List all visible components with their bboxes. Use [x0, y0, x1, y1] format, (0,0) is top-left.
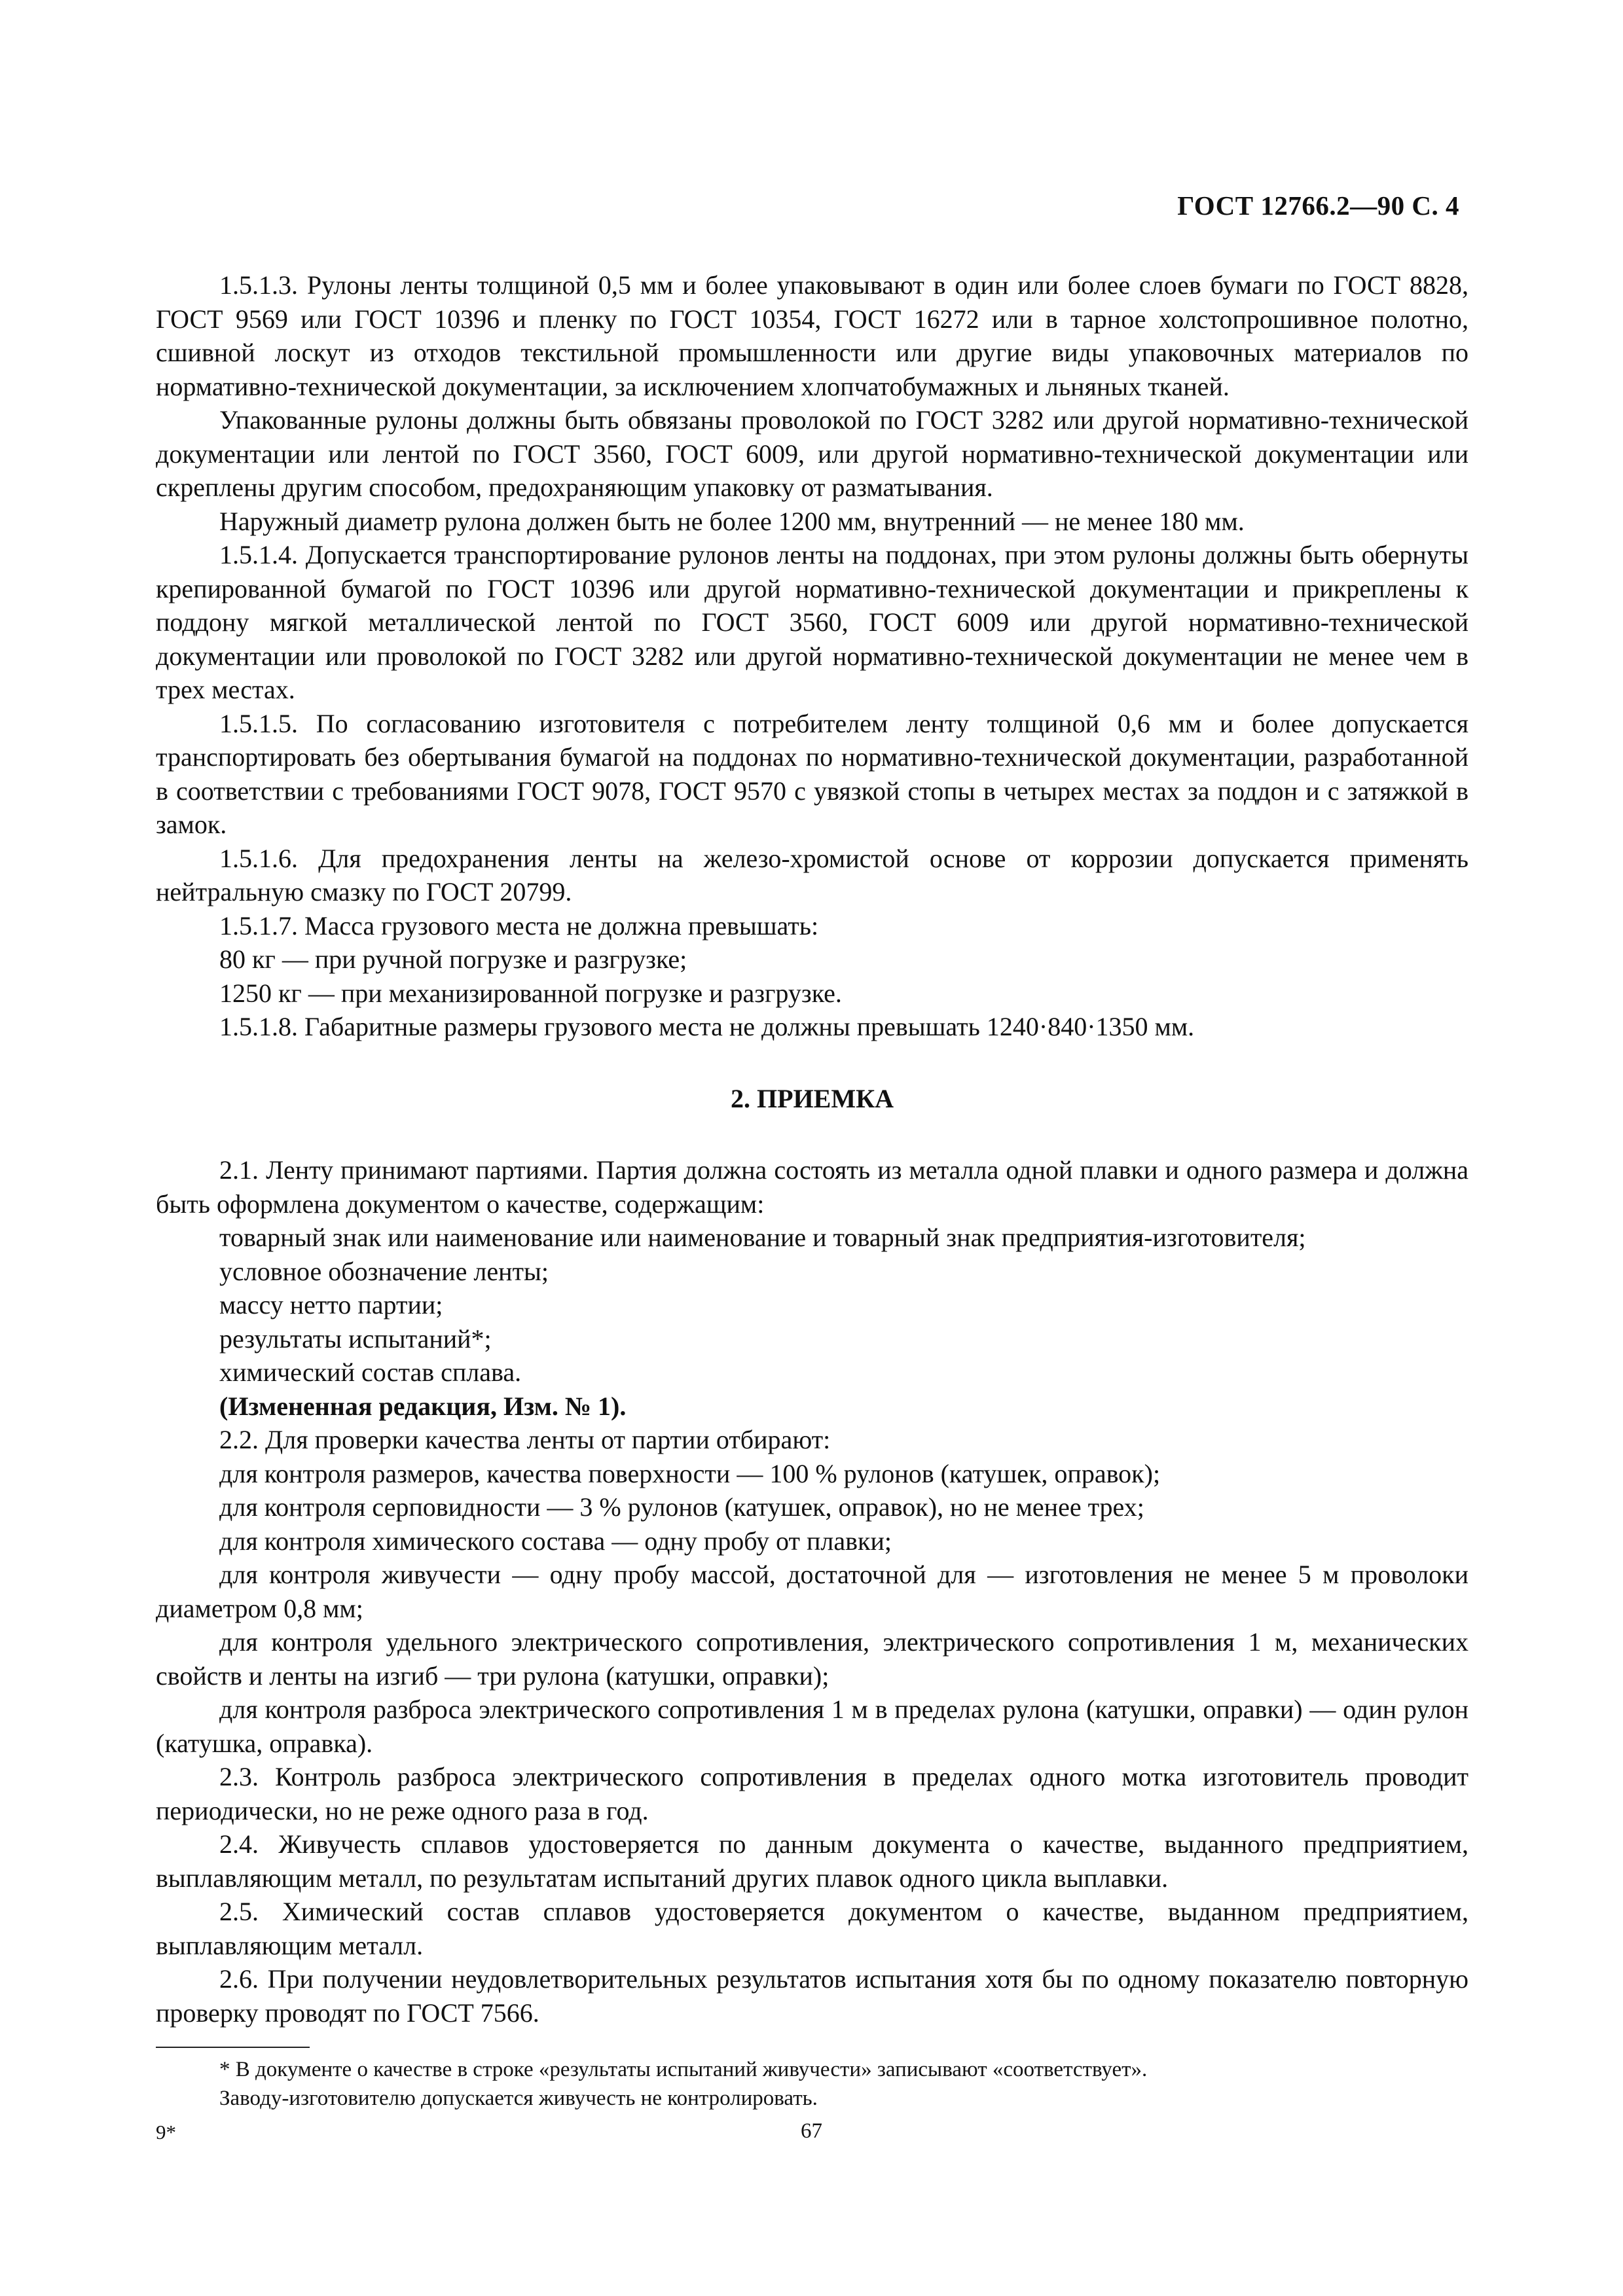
footnote-divider	[156, 2047, 310, 2048]
paragraph-1-5-1-4: 1.5.1.4. Допускается транспортирование рулонов ленты на поддонах, при этом рулоны должны быть обернуты крепированной бумагой по ГОСТ 10396 или другой нормативно-технической документации и прикреплены к поддону мягкой металлической лентой по ГОСТ 3560, ГОСТ 6009 или другой нормативно-технической документации или проволокой по ГОСТ 3282 или другой нормативно-технической документации не менее чем в трех местах.	[156, 540, 1468, 704]
list-item: товарный знак или наименование или наименование и товарный знак предприятия-изготовителя;	[219, 1223, 1306, 1252]
list-item-mechanized-load: 1250 кг — при механизированной погрузке и разгрузке.	[219, 978, 842, 1008]
list-item: для контроля удельного электрического сопротивления, электрического сопротивления 1 м, механических свойств и ленты на изгиб — три рулона (катушки, оправки);	[156, 1627, 1468, 1691]
paragraph-2-5: 2.5. Химический состав сплавов удостоверяется документом о качестве, выданном предприятием, выплавляющим металл.	[156, 1897, 1468, 1960]
section-title: 2. ПРИЕМКА	[731, 1083, 894, 1113]
paragraph-1-5-1-7: 1.5.1.7. Масса грузового места не должна превышать:	[219, 910, 819, 941]
footnotes	[156, 2055, 1468, 2113]
list-item: для контроля химического состава — одну пробу от плавки;	[219, 1526, 892, 1556]
paragraph-2-4: 2.4. Живучесть сплавов удостоверяется по данным документа о качестве, выданного предприятием, выплавляющим металл, по результатам испытаний других плавок одного цикла выплавки.	[156, 1829, 1468, 1893]
paragraph-roll-diameter: Наружный диаметр рулона должен быть не более 1200 мм, внутренний — не менее 180 мм.	[219, 506, 1245, 536]
list-item: для контроля размеров, качества поверхности — 100 % рулонов (катушек, оправок);	[219, 1458, 1161, 1488]
list-item: условное обозначение ленты;	[219, 1256, 549, 1286]
paragraph-packing-ties: Упакованные рулоны должны быть обвязаны проволокой по ГОСТ 3282 или другой нормативно-технической документации или лентой по ГОСТ 3560, ГОСТ 6009, или другой нормативно-технической документации или скреплены другим способом, предохраняющим упаковку от разматывания.	[156, 405, 1468, 502]
list-item: для контроля серповидности — 3 % рулонов (катушек, оправок), но не менее трех;	[219, 1492, 1144, 1522]
paragraph-1-5-1-6: 1.5.1.6. Для предохранения ленты на железо-хромистой основе от коррозии допускается применять нейтральную смазку по ГОСТ 20799.	[156, 843, 1468, 906]
paragraph-2-6: 2.6. При получении неудовлетворительных результатов испытания хотя бы по одному показателю повторную проверку проводят по ГОСТ 7566.	[156, 1964, 1468, 2028]
amendment-note: (Измененная редакция, Изм. № 1).	[219, 1391, 627, 1421]
footnote: Заводу-изготовителю допускается живучесть не контролировать.	[219, 2087, 818, 2110]
page-header: ГОСТ 12766.2—90 С. 4	[1177, 190, 1459, 221]
page-number: 67	[801, 2119, 822, 2143]
paragraph-1-5-1-3: 1.5.1.3. Рулоны ленты толщиной 0,5 мм и более упаковывают в один или более слоев бумаги по ГОСТ 8828, ГОСТ 9569 или ГОСТ 10396 и пленку по ГОСТ 10354, ГОСТ 16272 или в тарное холстопрошивное полотно, сшивной лоскут из отходов текстильной промышленности или другие виды упаковочных материалов по нормативно-технической документации, за исключением хлопчатобумажных и льняных тканей.	[156, 270, 1468, 401]
paragraph-2-3: 2.3. Контроль разброса электрического сопротивления в пределах одного мотка изготовитель проводит периодически, но не реже одного раза в год.	[156, 1762, 1468, 1825]
document-body	[156, 268, 1468, 2030]
list-item: для контроля разброса электрического сопротивления 1 м в пределах рулона (катушки, оправки) — один рулон (катушка, оправка).	[156, 1695, 1468, 1758]
paragraph-2-2: 2.2. Для проверки качества ленты от партии отбирают:	[219, 1425, 831, 1454]
list-item: химический состав сплава.	[219, 1357, 522, 1387]
paragraph-1-5-1-5: 1.5.1.5. По согласованию изготовителя с потребителем ленту толщиной 0,6 мм и более допускается транспортировать без обертывания бумагой на поддонах по нормативно-технической документации, разработанной в соответствии с требованиями ГОСТ 9078, ГОСТ 9570 с увязкой стопы в четырех местах за поддон и с затяжкой в замок.	[156, 708, 1468, 839]
list-item-manual-load: 80 кг — при ручной погрузке и разгрузке;	[219, 944, 687, 974]
paragraph-1-5-1-8: 1.5.1.8. Габаритные размеры грузового места не должны превышать 1240·840·1350 мм.	[219, 1012, 1195, 1041]
paragraph-2-1: 2.1. Ленту принимают партиями. Партия должна состоять из металла одной плавки и одного размера и должна быть оформлена документом о качестве, содержащим:	[156, 1155, 1468, 1219]
signature-mark: 9*	[156, 2121, 176, 2144]
footnote: * В документе о качестве в строке «результаты испытаний живучести» записывают «соответствует».	[219, 2058, 1148, 2081]
list-item: результаты испытаний*;	[219, 1323, 492, 1354]
list-item: для контроля живучести — одну пробу массой, достаточной для — изготовления не менее 5 м проволоки диаметром 0,8 мм;	[156, 1560, 1468, 1623]
list-item: массу нетто партии;	[219, 1290, 443, 1319]
